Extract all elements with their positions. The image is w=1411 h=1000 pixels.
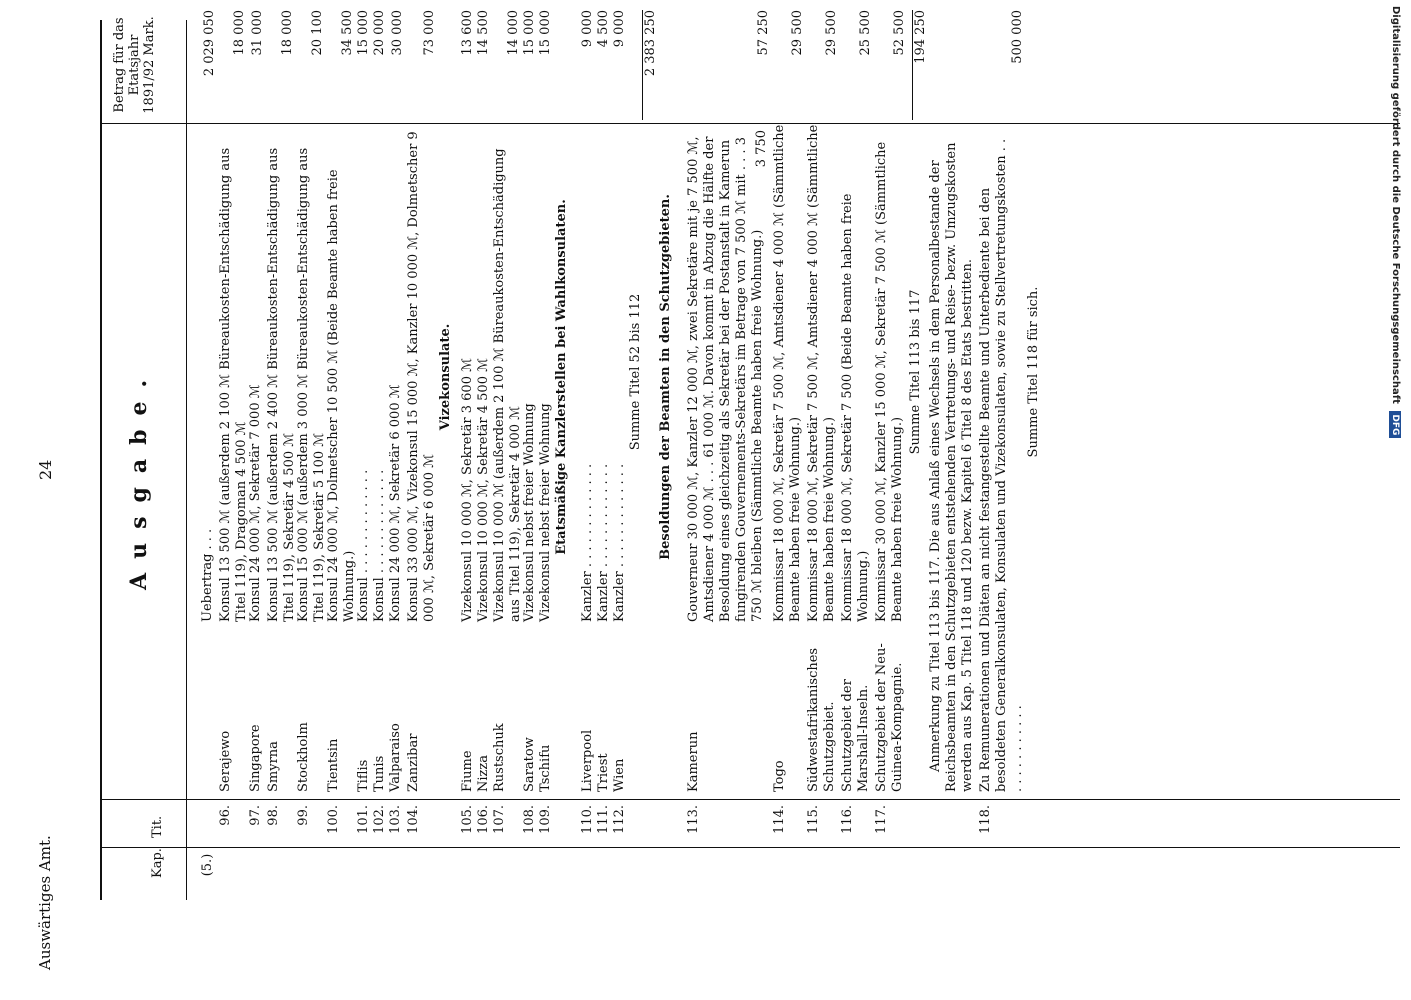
title-number: 111. <box>596 805 611 834</box>
title-number: 112. <box>612 805 627 834</box>
entry-description: Zu Remunerationen und Diäten an nicht festangestellte Beamte und Unterbediente bei den besoldeten Generalkonsulaten, Konsulaten und Vizekonsulaten, sowie zu Stellvertretungskosten . . . . . . . . . . . . . <box>978 138 1025 792</box>
entry-description: Konsul 24 000 ℳ, Dolmetscher 10 500 ℳ (Beide Beamte haben freie Wohnung.) <box>326 169 357 622</box>
amount-cell: 30 000 <box>390 10 405 56</box>
title-number: 100. <box>326 805 341 834</box>
entry-description: Vizekonsul 10 000 ℳ (außerdem 2 100 ℳ Büreaukosten-Entschädigung aus Titel 119), Sekretär 4 000 ℳ <box>492 148 523 622</box>
entry-description: Konsul 13 500 ℳ (außerdem 2 100 ℳ Büreaukosten-Entschädigung aus Titel 119), Dragoman 4 500 ℳ <box>218 147 249 622</box>
title-number: 114. <box>772 805 787 834</box>
post-location: Rustschuk <box>492 723 507 792</box>
ledger-row <box>200 0 218 1000</box>
ledger-row <box>476 0 492 1000</box>
col-head-tit: Tit. <box>150 815 165 838</box>
amount-cell: 14 500 <box>476 10 491 56</box>
entry-description: Vizekonsulate. <box>438 323 453 431</box>
title-number: 99. <box>296 805 311 826</box>
entry-description: Gouverneur 30 000 ℳ, Kanzler 12 000 ℳ, zwei Sekretäre mit je 7 500 ℳ, Amtsdiener 4 000 ℳ . . . 61 000 ℳ. Davon kommt in Abzug die Hälfte der Besoldung eines gleichzeitig als Sekretär bei der Postanstalt in Kamerun fungirenden Gouvernements-Sekretärs im Betrage von 7 500 ℳ mit . . . 3 750 ℳ bleiben (Sämmtliche Beamte haben freie Wohnung.) <box>686 136 765 622</box>
section-heading-row <box>658 0 686 1000</box>
note-row <box>928 0 978 1000</box>
amount-cell: 15 000 <box>522 10 537 56</box>
post-location: Südwestafrikanisches Schutzgebiet. <box>806 647 837 792</box>
amount-cell: 15 000 <box>538 10 553 56</box>
amount-cell: 29 500 <box>790 10 805 56</box>
entry-description: Kanzler . . . . . . . . . . . . . <box>612 463 627 622</box>
amount-cell: 52 500 <box>892 10 907 56</box>
amount-cell: 18 000 <box>280 10 295 56</box>
ledger-row <box>296 0 326 1000</box>
title-number: 116. <box>840 805 855 834</box>
ledger-row <box>806 0 840 1000</box>
post-location: Schutzgebiet der Marshall-Inseln. <box>840 679 871 792</box>
amount-cell: 500 000 <box>1010 10 1025 64</box>
title-number: 101. <box>356 805 371 834</box>
ledger-row <box>492 0 522 1000</box>
ledger-row <box>772 0 806 1000</box>
ledger-row <box>266 0 296 1000</box>
entry-description: Kommissar 18 000 ℳ, Sekretär 7 500 (Beide Beamte haben freie Wohnung.) <box>840 193 871 622</box>
ministry-header: Auswärtiges Amt. <box>36 835 54 970</box>
title-number: 118. <box>978 805 993 834</box>
amount-cell: 4 500 <box>596 10 611 48</box>
digitization-note: Digitalisierung gefördert durch die Deutsche Forschungsgemeinschaft DFG <box>1384 6 1406 996</box>
sum-row <box>908 0 928 1000</box>
top-rule <box>100 20 102 900</box>
ledger-row <box>840 0 874 1000</box>
entry-description: Vizekonsul nebst freier Wohnung <box>522 403 537 622</box>
page-number: 24 <box>36 459 55 480</box>
ledger-row <box>522 0 538 1000</box>
title-number: 108. <box>522 805 537 834</box>
ledger-row <box>580 0 596 1000</box>
post-location: Tunis <box>372 755 387 792</box>
entry-description: Konsul 15 000 ℳ (außerdem 3 000 ℳ Büreaukosten-Entschädigung aus Titel 119), Sekretär 5 100 ℳ <box>296 147 327 622</box>
dfg-logo: DFG <box>1389 411 1401 438</box>
ledger-row <box>978 0 1026 1000</box>
ledger-row <box>406 0 438 1000</box>
post-location: Tschifu <box>538 744 553 792</box>
dfg-margin <box>1384 6 1406 996</box>
ledger-row <box>686 0 772 1000</box>
ledger-row <box>388 0 406 1000</box>
title-number: 97. <box>248 805 263 826</box>
entry-description: Konsul . . . . . . . . . . . . . <box>372 469 387 622</box>
amount-cell: 14 000 <box>506 10 521 56</box>
title-number: 109. <box>538 805 553 834</box>
sum-row <box>628 0 658 1000</box>
entry-description: Summe Titel 52 bis 112 <box>628 293 643 451</box>
amount-cell: 194 250 <box>912 10 929 120</box>
post-location: Nizza <box>476 755 491 792</box>
entry-description: Konsul 13 500 ℳ (außerdem 2 400 ℳ Büreaukosten-Entschädigung aus Titel 119), Sekretär 4 500 ℳ <box>266 147 297 622</box>
ledger-row <box>874 0 908 1000</box>
entry-description: Anmerkung zu Titel 113 bis 117. Die aus Anlaß eines Wechsels in dem Personalbestande der Reichsbeamten in den Schutzgebieten entstehenden Vertretungs- und Reise- bezw. Umzugskosten werden aus Kap. 5 Titel 118 und 120 bezw. Kapitel 6 Titel 8 des Etats bestritten. <box>928 142 975 792</box>
ledger-row <box>612 0 628 1000</box>
entry-description: Vizekonsul 10 000 ℳ, Sekretär 3 600 ℳ <box>460 357 475 622</box>
title-number: 105. <box>460 805 475 834</box>
sum-row <box>1026 0 1046 1000</box>
section-title: Ausgabe. <box>126 365 152 590</box>
title-number: 117. <box>874 805 889 834</box>
post-location: Triest <box>596 753 611 792</box>
title-number: 106. <box>476 805 491 834</box>
entry-description: Kommissar 18 000 ℳ, Sekretär 7 500 ℳ, Amtsdiener 4 000 ℳ (Sämmtliche Beamte haben freie Wohnung.) <box>772 124 803 622</box>
post-location: Saratow <box>522 737 537 792</box>
ledger-row <box>248 0 266 1000</box>
ledger-row <box>218 0 248 1000</box>
amount-cell: 18 000 <box>232 10 247 56</box>
entry-description: Etatsmäßige Kanzlerstellen bei Wahlkonsulaten. <box>554 199 569 555</box>
section-heading-row <box>438 0 460 1000</box>
entry-description: Konsul . . . . . . . . . . . . . <box>356 469 371 622</box>
entry-description: Uebertrag . . . <box>200 528 215 622</box>
entry-description: Konsul 33 000 ℳ, Vizekonsul 15 000 ℳ, Kanzler 10 000 ℳ, Dolmetscher 9 000 ℳ, Sekretär 6 000 ℳ <box>406 131 437 622</box>
entry-description: Konsul 24 000 ℳ, Sekretär 7 000 ℳ <box>248 384 263 622</box>
title-number: 103. <box>388 805 403 834</box>
amount-cell: 13 600 <box>460 10 475 56</box>
amount-cell: 20 000 <box>372 10 387 56</box>
entry-description: Vizekonsul 10 000 ℳ, Sekretär 4 500 ℳ <box>476 357 491 622</box>
post-location: Stockholm <box>296 722 311 792</box>
post-location: Smyrna <box>266 741 281 792</box>
amount-cell: 9 000 <box>612 10 627 48</box>
entry-description: Konsul 24 000 ℳ, Sekretär 6 000 ℳ <box>388 384 403 622</box>
post-location: Kamerun <box>686 731 701 792</box>
post-location: Wien <box>612 758 627 792</box>
title-number: 98. <box>266 805 281 826</box>
entry-description: Summe Titel 118 für sich. <box>1026 286 1041 458</box>
title-number: 96. <box>218 805 233 826</box>
amount-cell: 20 100 <box>310 10 325 56</box>
title-number: 110. <box>580 805 595 834</box>
amount-cell: 25 500 <box>858 10 873 56</box>
entry-description: Summe Titel 113 bis 117 <box>908 289 923 455</box>
amount-cell: 31 000 <box>250 10 265 56</box>
col-head-amount: Betrag für das Etatsjahr 1891/92 Mark. <box>112 16 157 114</box>
post-location: Liverpool <box>580 729 595 792</box>
title-number: 102. <box>372 805 387 834</box>
entry-description: Vizekonsul nebst freier Wohnung <box>538 403 553 622</box>
entry-description: Kanzler . . . . . . . . . . . . . <box>596 463 611 622</box>
amount-cell: 15 000 <box>356 10 371 56</box>
post-location: Fiume <box>460 750 475 792</box>
amount-cell: 9 000 <box>580 10 595 48</box>
ledger-row <box>596 0 612 1000</box>
post-location: Tientsin <box>326 738 341 792</box>
post-location: Tiflis <box>356 759 371 792</box>
ledger-row <box>326 0 356 1000</box>
title-number: 113. <box>686 805 701 834</box>
amount-cell: 2 029 050 <box>202 10 217 77</box>
entry-description: Kommissar 30 000 ℳ, Kanzler 15 000 ℳ, Sekretär 7 500 ℳ (Sämmtliche Beamte haben freie Wohnung.) <box>874 141 905 622</box>
amount-cell: 73 000 <box>422 10 437 56</box>
title-number: 115. <box>806 805 821 834</box>
ledger-row <box>372 0 388 1000</box>
post-location: Zanzibar <box>406 733 421 792</box>
entry-description: Kommissar 18 000 ℳ, Sekretär 7 500 ℳ, Amtsdiener 4 000 ℳ (Sämmtliche Beamte haben freie Wohnung.) <box>806 124 837 622</box>
amount-cell: 34 500 <box>340 10 355 56</box>
post-location: Serajewo <box>218 730 233 792</box>
post-location: Valparaiso <box>388 723 403 792</box>
amount-cell: 57 250 <box>756 10 771 56</box>
post-location: Singapore <box>248 724 263 792</box>
title-number: 104. <box>406 805 421 834</box>
col-head-kap: Kap. <box>150 848 165 878</box>
inner-amount: 3 750 <box>754 130 769 168</box>
ledger-row <box>538 0 554 1000</box>
entry-description: Besoldungen der Beamten in den Schutzgebieten. <box>658 194 673 560</box>
ledger-row <box>460 0 476 1000</box>
amount-cell: 2 383 250 <box>642 10 659 120</box>
header-rule <box>186 20 187 900</box>
post-location: Schutzgebiet der Neu-Guinea-Kompagnie. <box>874 643 905 792</box>
kap-number: (5.) <box>200 853 215 877</box>
ledger-row <box>356 0 372 1000</box>
post-location: Togo <box>772 760 787 792</box>
section-heading-row <box>554 0 580 1000</box>
title-number: 107. <box>492 805 507 834</box>
entry-description: Kanzler . . . . . . . . . . . . . <box>580 463 595 622</box>
amount-cell: 29 500 <box>824 10 839 56</box>
